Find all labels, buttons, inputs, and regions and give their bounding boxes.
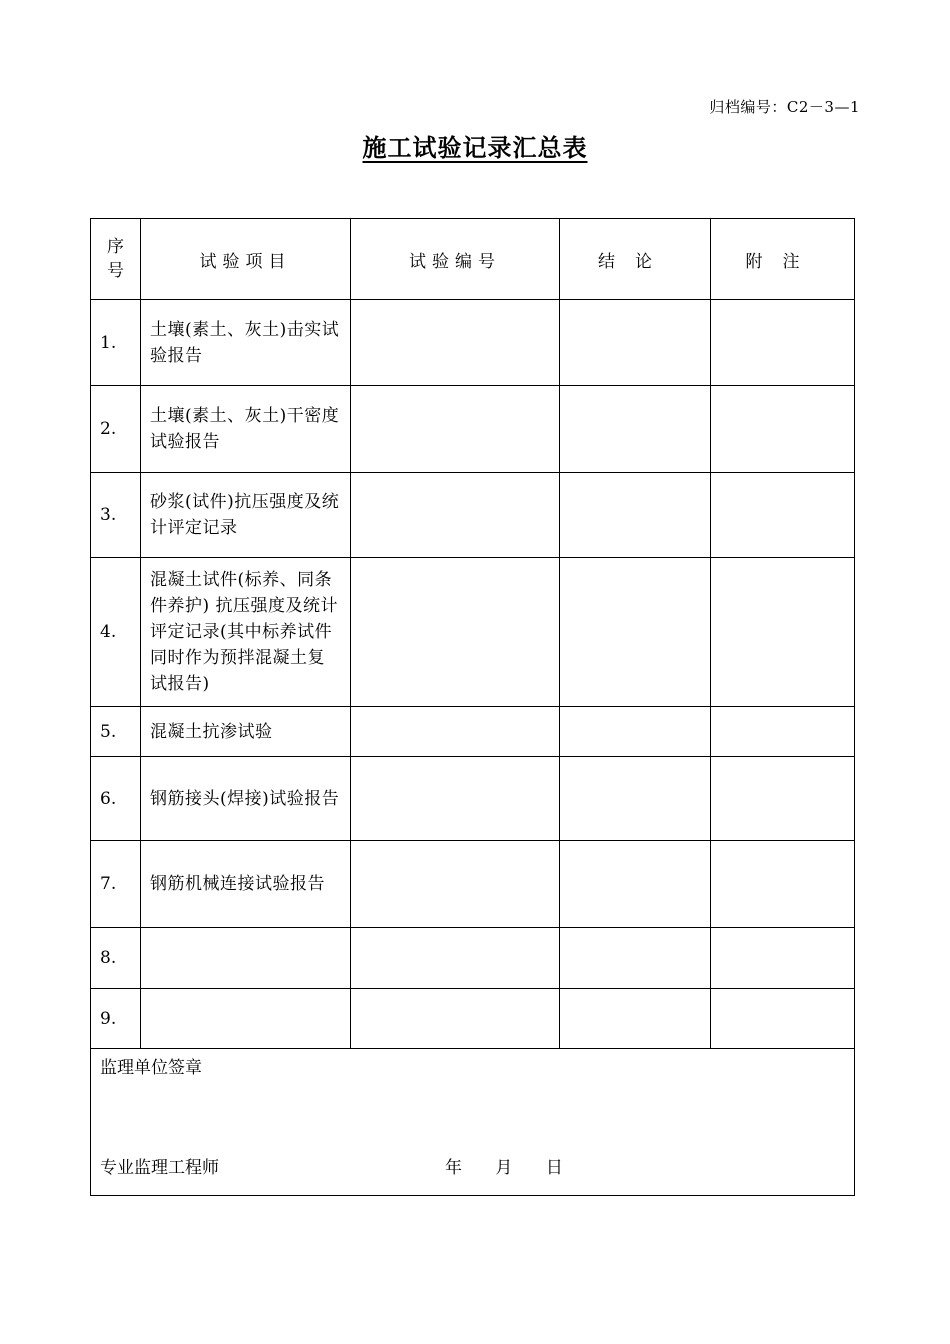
table-row — [91, 707, 855, 757]
row-remark-cell — [711, 473, 855, 558]
date-year-label: 年 — [445, 1158, 462, 1178]
column-header-seq-line1: 序 — [107, 237, 124, 257]
signature-date — [445, 1153, 591, 1178]
table-header-row — [91, 219, 855, 300]
row-conclusion-cell — [560, 300, 711, 386]
row-item: 钢筋接头(焊接)试验报告 — [141, 757, 351, 841]
row-item — [141, 989, 351, 1049]
test-record-summary-table — [90, 218, 855, 1196]
row-seq: 8. — [91, 928, 141, 989]
date-month-label: 月 — [495, 1158, 513, 1178]
row-conclusion-cell — [560, 707, 711, 757]
row-number-cell — [351, 386, 560, 473]
row-number-cell — [351, 473, 560, 558]
row-conclusion-cell — [560, 757, 711, 841]
row-item: 混凝土试件(标养、同条件养护) 抗压强度及统计评定记录(其中标养试件同时作为预拌混凝土复试报告) — [141, 558, 351, 707]
row-item: 土壤(素土、灰土)干密度试验报告 — [141, 386, 351, 473]
row-seq: 1. — [91, 300, 141, 386]
row-conclusion-cell — [560, 386, 711, 473]
row-conclusion-cell — [560, 928, 711, 989]
row-number-cell — [351, 300, 560, 386]
row-remark-cell — [711, 757, 855, 841]
document-title: 施工试验记录汇总表 — [362, 133, 588, 162]
archive-number: 归档编号：C2－3—1 — [709, 98, 860, 116]
row-remark-cell — [711, 300, 855, 386]
column-header-item: 试验项目 — [141, 219, 351, 300]
column-header-conclusion: 结论 — [560, 219, 711, 300]
row-item: 钢筋机械连接试验报告 — [141, 841, 351, 928]
row-conclusion-cell — [560, 558, 711, 707]
column-header-seq — [91, 219, 141, 300]
row-seq: 5. — [91, 707, 141, 757]
row-number-cell — [351, 558, 560, 707]
table-row — [91, 473, 855, 558]
row-seq: 2. — [91, 386, 141, 473]
row-remark-cell — [711, 707, 855, 757]
signature-row — [91, 1049, 855, 1196]
column-header-number: 试验编号 — [351, 219, 560, 300]
row-remark-cell — [711, 386, 855, 473]
supervision-unit-seal-label: 监理单位签章 — [100, 1058, 202, 1078]
row-seq: 4. — [91, 558, 141, 707]
column-header-seq-line2: 号 — [107, 261, 124, 281]
table-row — [91, 558, 855, 707]
row-item: 砂浆(试件)抗压强度及统计评定记录 — [141, 473, 351, 558]
row-seq: 6. — [91, 757, 141, 841]
table-row — [91, 300, 855, 386]
row-seq: 3. — [91, 473, 141, 558]
table-row — [91, 841, 855, 928]
row-seq: 7. — [91, 841, 141, 928]
row-number-cell — [351, 989, 560, 1049]
row-conclusion-cell — [560, 989, 711, 1049]
row-number-cell — [351, 707, 560, 757]
row-item: 土壤(素土、灰土)击实试验报告 — [141, 300, 351, 386]
signature-section — [91, 1049, 855, 1196]
date-day-label: 日 — [545, 1158, 563, 1178]
row-number-cell — [351, 757, 560, 841]
row-conclusion-cell — [560, 473, 711, 558]
row-remark-cell — [711, 928, 855, 989]
row-remark-cell — [711, 558, 855, 707]
row-remark-cell — [711, 841, 855, 928]
supervising-engineer-label: 专业监理工程师 — [100, 1158, 219, 1178]
row-item: 混凝土抗渗试验 — [141, 707, 351, 757]
table-row — [91, 757, 855, 841]
row-number-cell — [351, 928, 560, 989]
table-row — [91, 989, 855, 1049]
row-conclusion-cell — [560, 841, 711, 928]
row-item — [141, 928, 351, 989]
row-remark-cell — [711, 989, 855, 1049]
row-number-cell — [351, 841, 560, 928]
column-header-remark: 附注 — [711, 219, 855, 300]
row-seq: 9. — [91, 989, 141, 1049]
table-row — [91, 928, 855, 989]
table-row — [91, 386, 855, 473]
